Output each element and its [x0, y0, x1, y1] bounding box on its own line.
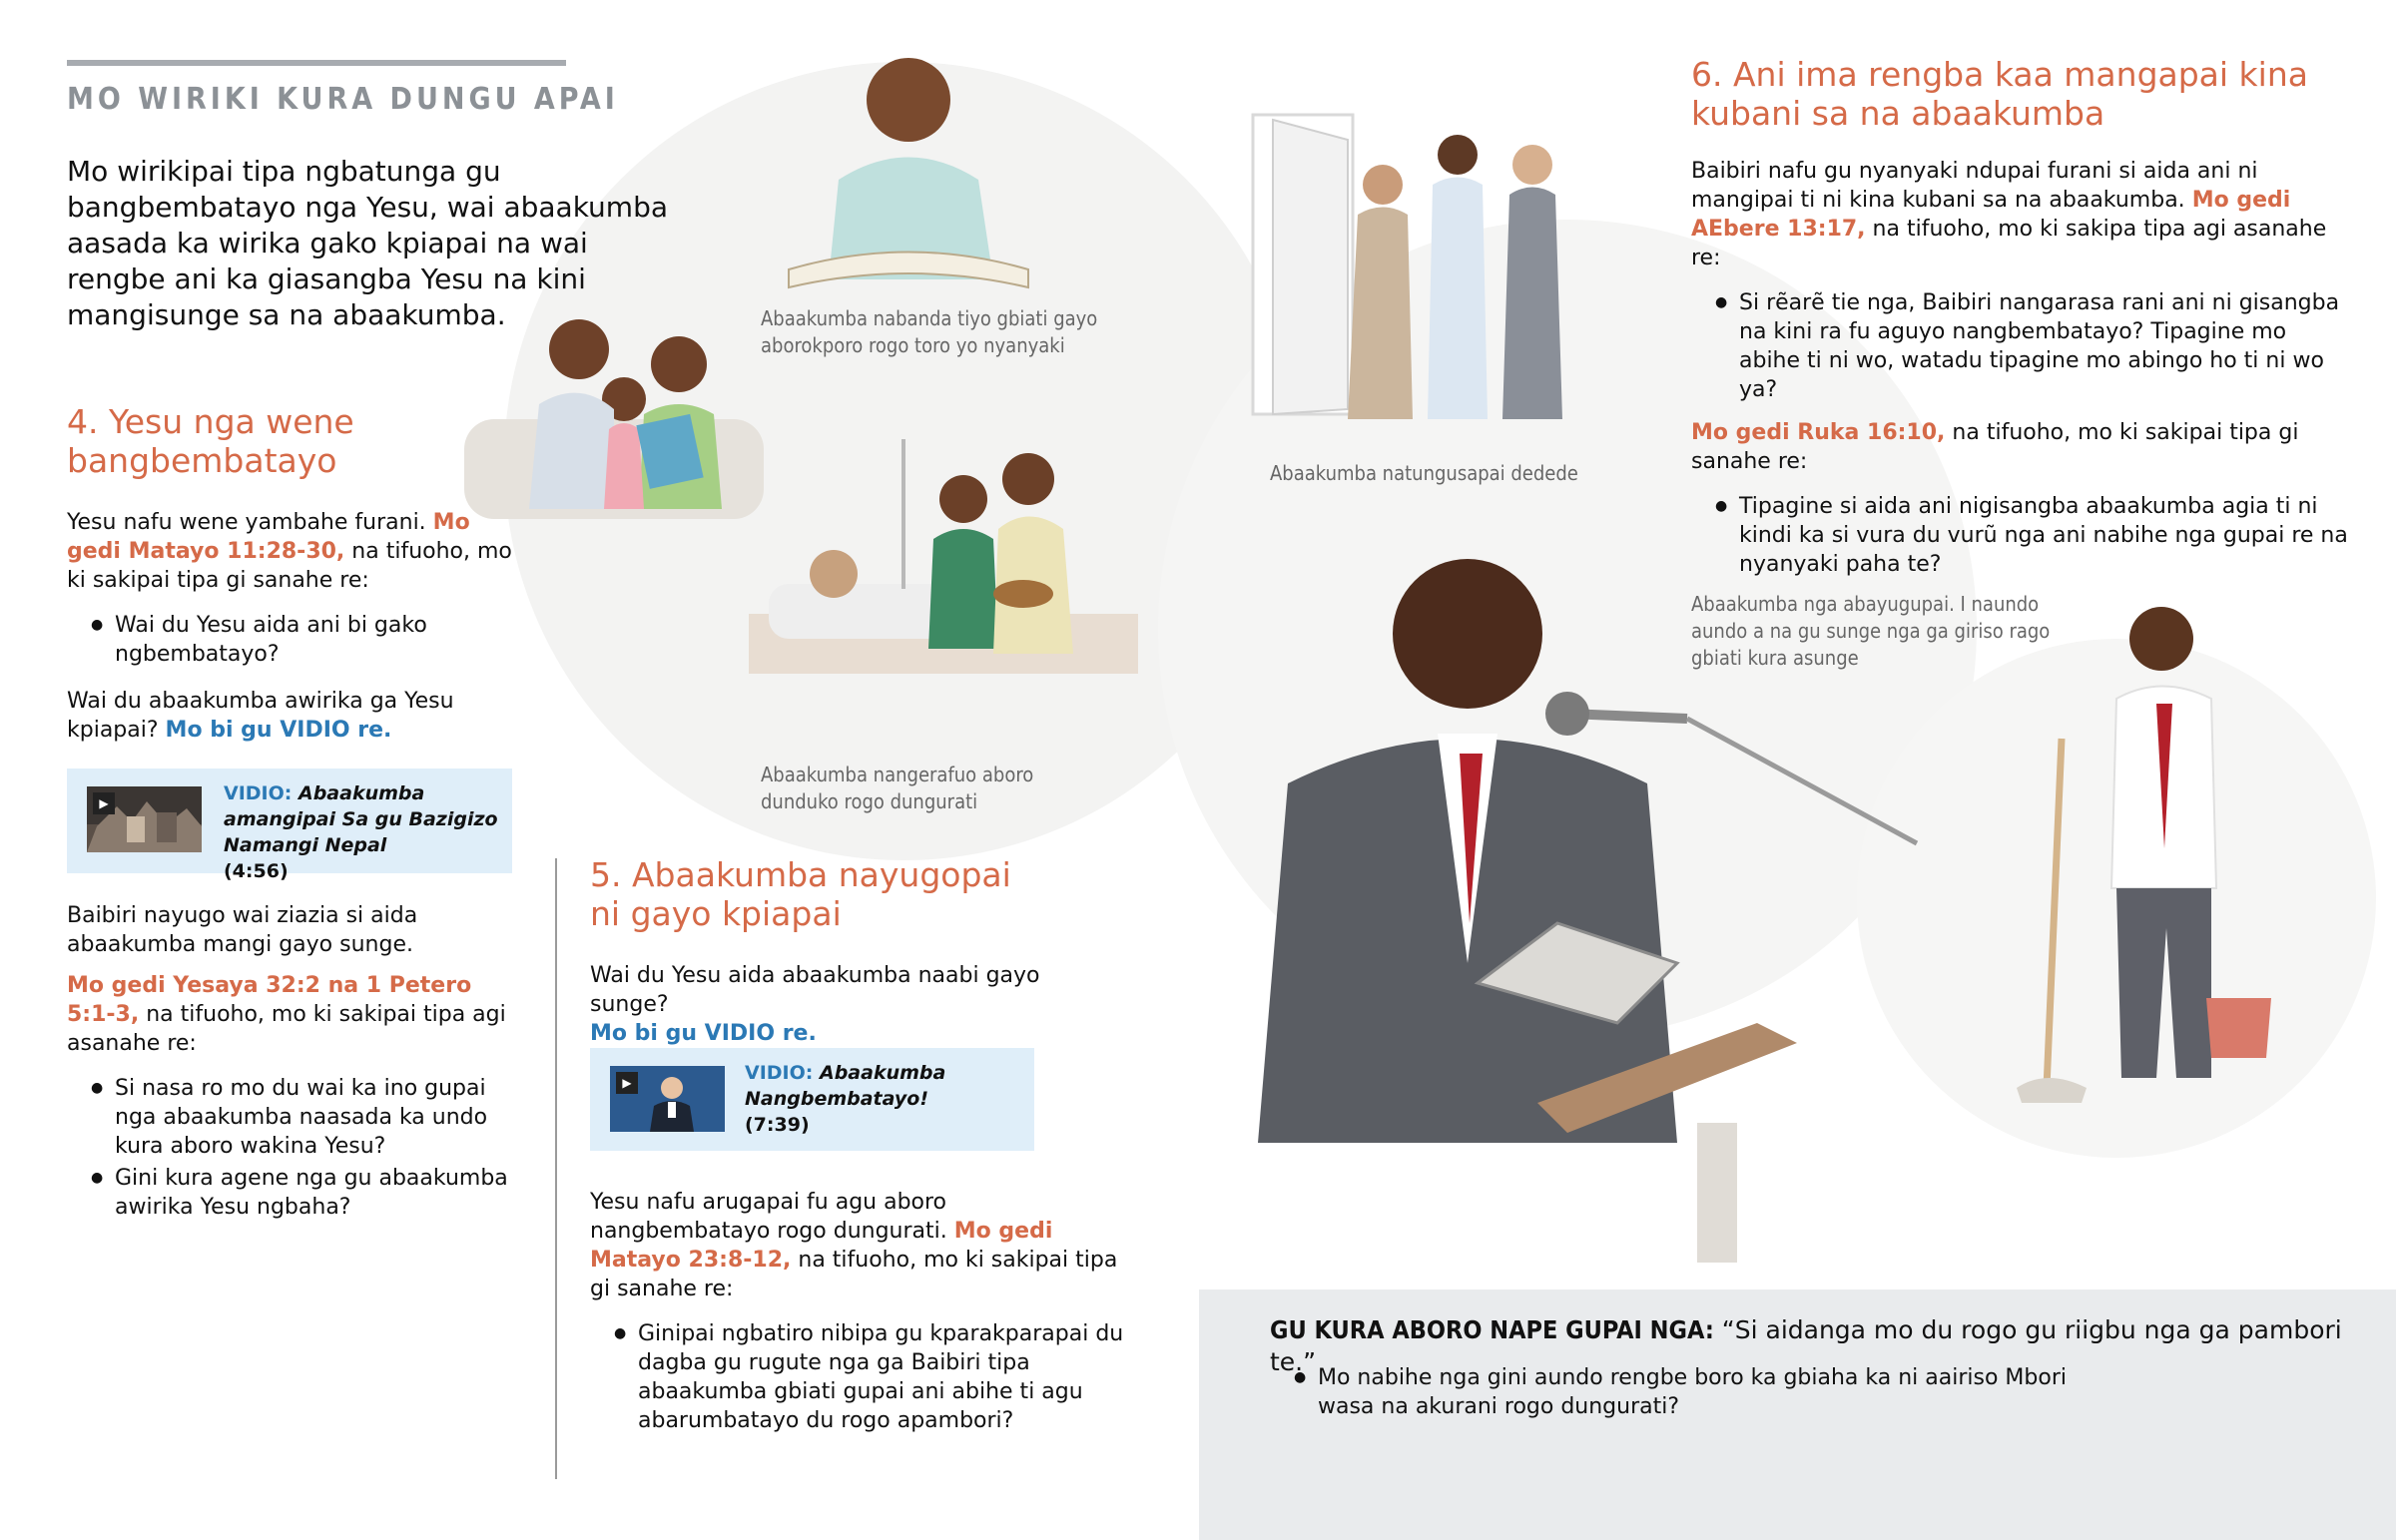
video-label: VIDIO:: [745, 1062, 814, 1084]
list-item: ● Ginipai ngbatiro nibipa gu kparakparapai du dagba gu rugute nga ga Baibiri tipa abaakumba gbiati gupai ani abihe ti agu abarumbatayo du rogo apambori?: [590, 1319, 1129, 1435]
video-info: [224, 780, 503, 884]
section-4: [67, 402, 526, 745]
text: Wai du abaakumba awirika ga Yesu kpiapai?: [67, 689, 454, 743]
illustration-shepherding-visit: [1248, 110, 1587, 429]
play-icon[interactable]: ▶: [93, 792, 115, 814]
text: na tifuoho, mo ki sakipai tipa gi sanahe re:: [67, 539, 512, 593]
video-label: VIDIO:: [224, 782, 293, 804]
section-6-paragraph-2: [1691, 418, 2350, 476]
video-thumbnail[interactable]: [87, 786, 202, 852]
video-title: Abaakumba Nangbembatayo!: [745, 1062, 946, 1110]
section-6-questions-1: [1691, 288, 2350, 404]
caption-visiting: Abaakumba natungusapai dedede: [1270, 461, 1578, 485]
list-item: ● Gini kura agene nga gu abaakumba awirika Yesu ngbaha?: [67, 1164, 526, 1222]
illustration-hospital-visit: [739, 439, 1178, 709]
scripture-link-matayo-23[interactable]: Mo gedi Matayo 23:8-12,: [590, 1219, 1053, 1273]
section-5-title: 5. Abaakumba nayugopai ni gayo kpiapai: [590, 855, 1011, 933]
section-5-paragraph-2: [590, 1188, 1129, 1303]
scripture-link-matayo-11[interactable]: Mo gedi Matayo 11:28-30,: [67, 510, 470, 564]
text: na tifuoho, mo ki sakipai tipa gi sanahe re:: [590, 1248, 1118, 1301]
section-6-paragraph-1: [1691, 157, 2350, 272]
section-5-questions: [590, 1319, 1129, 1435]
intro-text: Mo wirikipai tipa ngbatunga gu bangbembatayo nga Yesu, wai abaakumba aasada ka wirika gako kpiapai na wai rengbe ani ka giasangba Yesu na kini mangisunge sa na abaakumba.: [67, 155, 669, 331]
section-5-continued: [590, 1188, 1129, 1438]
section-4-paragraph-3: Baibiri nayugo wai ziazia si aida abaakumba mangi gayo sunge.: [67, 903, 418, 957]
column-divider: [555, 858, 557, 1479]
caption-hospital: Abaakumba nangerafuo aboro dunduko rogo dungurati: [761, 763, 1034, 813]
list-item: ● Si rẽarẽ tie nga, Baibiri nangarasa rani ani ni gisangba na kini ra fu aguyo nangbembatayo? Tipagine mo abihe ti ni wo, watadu tipagine mo abingo ho ti ni wo ya?: [1691, 288, 2350, 404]
video-box-nangbembatayo[interactable]: [590, 1048, 1034, 1151]
text: Yesu nafu wene yambahe furani.: [67, 510, 426, 535]
video-duration: (7:39): [745, 1114, 810, 1136]
text: Wai du Yesu aida abaakumba naabi gayo sunge?: [590, 963, 1040, 1017]
illustration-elder-mopping: [2017, 589, 2316, 1118]
header-rule: [67, 60, 566, 66]
video-thumbnail[interactable]: [610, 1066, 725, 1132]
video-title: Abaakumba amangipai Sa gu Bazigizo Namangi Nepal: [224, 782, 498, 856]
list-item: ● Si nasa ro mo du wai ka ino gupai nga abaakumba naasada ka undo kura aboro wakina Yesu?: [67, 1074, 526, 1161]
section-6: [1691, 55, 2350, 582]
footer-questions: [1270, 1363, 2089, 1424]
footer-quote: “Si aidanga mo du rogo gu riigbu nga ga pambori te.”: [1270, 1315, 2342, 1376]
video-box-nepal[interactable]: [67, 769, 512, 882]
section-kicker: MO WIRIKI KURA DUNGU APAI: [67, 82, 619, 117]
caption-serving: Abaakumba nga abayugupai. I naundo aundo a na gu sunge nga ga giriso rago gbiati kura asunge: [1691, 592, 2051, 670]
play-icon[interactable]: ▶: [616, 1072, 638, 1094]
section-5: [590, 855, 1124, 1048]
text: na tifuoho, mo ki sakipa tipa agi asanahe re:: [1691, 217, 2327, 270]
section-5-paragraph-1: [590, 961, 1124, 1048]
caption-reading: Abaakumba nabanda tiyo gbiati gayo aborokporo rogo toro yo nyanyaki: [761, 306, 1098, 357]
scripture-link-aebere[interactable]: Mo gedi AEbere 13:17,: [1691, 188, 2291, 242]
section-4-paragraph-4: [67, 971, 526, 1058]
video-duration: (4:56): [224, 860, 289, 882]
text: na tifuoho, mo ki sakipai tipa agi asanahe re:: [67, 1002, 506, 1056]
section-4-paragraph-2: [67, 687, 526, 745]
video-link[interactable]: Mo bi gu VIDIO re.: [165, 718, 392, 743]
list-item: ● Tipagine si aida ani nigisangba abaakumba agia ti ni kindi ka si vura du vurũ nga ani nabihe nga gupai re na nyanyaki paha te?: [1691, 492, 2350, 579]
section-4-questions-1: [67, 611, 526, 669]
video-link[interactable]: Mo bi gu VIDIO re.: [590, 1021, 817, 1046]
list-item: ● Mo nabihe nga gini aundo rengbe boro ka gbiaha ka ni aairiso Mbori wasa na akurani rogo dungurati?: [1270, 1363, 2089, 1421]
section-4-continued: [67, 901, 526, 1225]
footer-lead: GU KURA ABORO NAPE GUPAI NGA:: [1270, 1315, 1714, 1344]
footer-box: [1199, 1289, 2396, 1540]
section-4-paragraph-1: [67, 508, 526, 595]
scripture-link-yesaya[interactable]: Mo gedi Yesaya 32:2 na 1 Petero 5:1-3,: [67, 973, 472, 1027]
scripture-link-ruka[interactable]: Mo gedi Ruka 16:10,: [1691, 420, 1946, 445]
text: Yesu nafu arugapai fu agu aboro nangbembatayo rogo dungurati.: [590, 1190, 947, 1244]
text: na tifuoho, mo ki sakipai tipa gi sanahe re:: [1691, 420, 2299, 474]
section-6-title: 6. Ani ima rengba kaa mangapai kina kubani sa na abaakumba: [1691, 55, 2308, 133]
list-item: ● Wai du Yesu aida ani bi gako ngbembatayo?: [67, 611, 526, 669]
illustration-family-reading: [464, 309, 764, 539]
illustration-man-reading-bible: [769, 30, 1048, 299]
video-info: [745, 1060, 1024, 1138]
text: Baibiri nafu gu nyanyaki ndupai furani si aida ani ni mangipai ti ni kina kubani sa na abaakumba.: [1691, 159, 2258, 213]
section-4-title: 4. Yesu nga wene bangbembatayo: [67, 402, 354, 480]
section-4-questions-2: [67, 1074, 526, 1222]
